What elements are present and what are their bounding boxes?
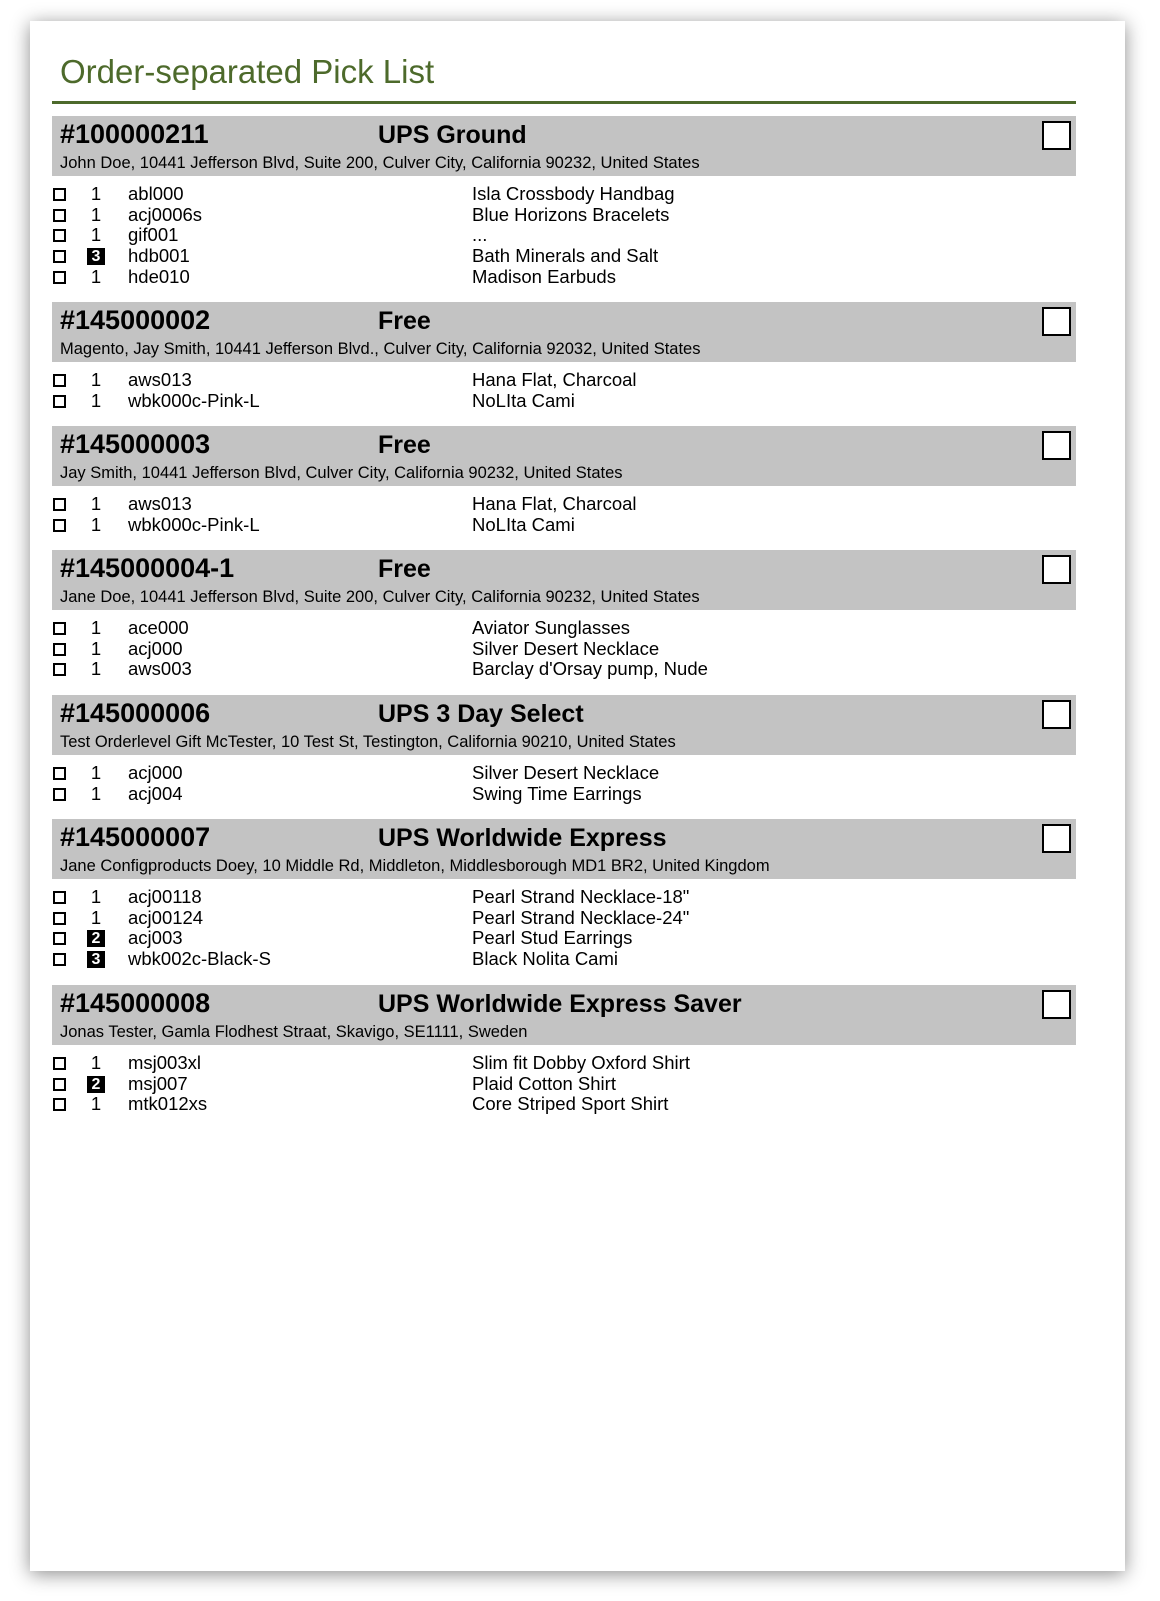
item-row (52, 659, 1076, 680)
item-checkbox[interactable] (53, 788, 66, 801)
order-block (52, 116, 1076, 287)
shipping-method: UPS Worldwide Express Saver (378, 990, 742, 1018)
order-checkbox[interactable] (1042, 121, 1071, 150)
item-row (52, 494, 1076, 515)
item-checkbox[interactable] (53, 643, 66, 656)
item-sku: gif001 (128, 224, 179, 246)
shipping-address: John Doe, 10441 Jefferson Blvd, Suite 200, Culver City, California 90232, United States (60, 154, 700, 172)
item-row (52, 1094, 1076, 1115)
item-sku: aws003 (128, 658, 192, 680)
item-quantity: 1 (90, 183, 102, 204)
item-row (52, 246, 1076, 267)
item-list (52, 184, 1076, 287)
item-row (52, 267, 1076, 288)
shipping-method: Free (378, 431, 431, 459)
item-sku: mtk012xs (128, 1093, 208, 1115)
shipping-address: Jay Smith, 10441 Jefferson Blvd, Culver City, California 90232, United States (60, 464, 623, 482)
item-quantity: 1 (90, 782, 102, 804)
item-row (52, 784, 1076, 805)
item-row (52, 184, 1076, 205)
item-row (52, 1074, 1076, 1095)
order-number: #145000007 (60, 822, 211, 852)
item-name: NoLIta Cami (472, 513, 575, 535)
item-row (52, 639, 1076, 660)
item-quantity-highlighted: 3 (87, 951, 105, 968)
item-row (52, 928, 1076, 949)
shipping-address: Magento, Jay Smith, 10441 Jefferson Blvd., Culver City, California 92032, United States (60, 340, 701, 358)
item-quantity: 1 (90, 617, 102, 638)
item-list (52, 370, 1076, 411)
item-row (52, 515, 1076, 536)
item-list (52, 763, 1076, 804)
item-checkbox[interactable] (53, 953, 66, 966)
item-sku: abl000 (128, 183, 184, 204)
item-sku: wbk002c-Black-S (128, 948, 271, 970)
item-row (52, 205, 1076, 226)
item-checkbox[interactable] (53, 891, 66, 904)
order-header (52, 302, 1076, 362)
order-header (52, 550, 1076, 610)
item-sku: wbk000c-Pink-L (128, 389, 260, 411)
item-quantity: 1 (90, 493, 102, 514)
item-name: Blue Horizons Bracelets (472, 203, 670, 225)
item-checkbox[interactable] (53, 250, 66, 263)
item-row (52, 1053, 1076, 1074)
order-block (52, 426, 1076, 535)
item-quantity: 1 (90, 203, 102, 225)
order-header (52, 426, 1076, 486)
item-name: Aviator Sunglasses (472, 617, 631, 638)
item-quantity: 1 (90, 906, 102, 928)
item-name: Silver Desert Necklace (472, 762, 660, 783)
order-checkbox[interactable] (1042, 431, 1071, 460)
order-header (52, 695, 1076, 755)
item-name: Slim fit Dobby Oxford Shirt (472, 1052, 690, 1073)
shipping-method: Free (378, 307, 431, 335)
item-sku: wbk000c-Pink-L (128, 513, 260, 535)
item-name: Black Nolita Cami (472, 948, 618, 970)
item-sku: acj004 (128, 782, 183, 804)
item-name: Barclay d'Orsay pump, Nude (472, 658, 708, 680)
shipping-method: UPS Ground (378, 121, 527, 149)
item-quantity: 1 (90, 637, 102, 659)
item-checkbox[interactable] (53, 1098, 66, 1111)
item-checkbox[interactable] (53, 932, 66, 945)
item-row (52, 370, 1076, 391)
item-row (52, 225, 1076, 246)
item-name: Pearl Strand Necklace-24" (472, 906, 690, 928)
item-checkbox[interactable] (53, 622, 66, 635)
item-name: Hana Flat, Charcoal (472, 493, 637, 514)
order-block (52, 985, 1076, 1115)
item-sku: ace000 (128, 617, 189, 638)
page-title: Order-separated Pick List (60, 53, 435, 90)
item-checkbox[interactable] (53, 519, 66, 532)
order-header (52, 985, 1076, 1045)
item-name: Swing Time Earrings (472, 782, 642, 804)
item-name: Plaid Cotton Shirt (472, 1072, 616, 1094)
order-checkbox[interactable] (1042, 555, 1071, 584)
order-header (52, 819, 1076, 879)
item-quantity: 1 (90, 886, 102, 907)
item-sku: aws013 (128, 369, 192, 390)
item-quantity: 1 (90, 224, 102, 246)
item-checkbox[interactable] (53, 374, 66, 387)
item-quantity-highlighted: 2 (87, 1076, 105, 1093)
order-block (52, 695, 1076, 804)
item-name: Madison Earbuds (472, 265, 616, 287)
order-number: #145000006 (60, 698, 211, 728)
item-checkbox[interactable] (53, 395, 66, 408)
shipping-address: Jane Doe, 10441 Jefferson Blvd, Suite 200, Culver City, California 90232, United States (60, 588, 700, 606)
order-header (52, 116, 1076, 176)
order-number: #145000008 (60, 988, 211, 1018)
item-quantity: 1 (90, 762, 102, 783)
item-list (52, 887, 1076, 970)
item-name: Bath Minerals and Salt (472, 245, 659, 267)
item-sku: acj00124 (128, 906, 204, 928)
item-sku: msj007 (128, 1072, 188, 1094)
item-checkbox[interactable] (53, 912, 66, 925)
item-sku: acj0006s (128, 203, 203, 225)
item-list (52, 494, 1076, 535)
title-divider (52, 101, 1076, 104)
item-name: Core Striped Sport Shirt (472, 1093, 669, 1115)
item-checkbox[interactable] (53, 1078, 66, 1091)
order-checkbox[interactable] (1042, 307, 1071, 336)
item-row (52, 887, 1076, 908)
item-quantity-highlighted: 3 (87, 248, 105, 265)
order-number: #145000002 (60, 305, 211, 335)
item-name: Pearl Stud Earrings (472, 927, 633, 949)
item-quantity: 1 (90, 369, 102, 390)
item-list (52, 1053, 1076, 1115)
item-name: Pearl Strand Necklace-18" (472, 886, 690, 907)
item-quantity: 1 (90, 389, 102, 411)
shipping-address: Jane Configproducts Doey, 10 Middle Rd, Middleton, Middlesborough MD1 BR2, United Kingdom (60, 857, 770, 875)
item-quantity: 1 (90, 265, 102, 287)
item-sku: acj000 (128, 762, 183, 783)
order-number: #145000004-1 (60, 553, 235, 583)
item-sku: msj003xl (128, 1052, 201, 1073)
order-block (52, 302, 1076, 411)
item-row (52, 908, 1076, 929)
item-checkbox[interactable] (53, 188, 66, 201)
item-name: Hana Flat, Charcoal (472, 369, 637, 390)
shipping-address: Test Orderlevel Gift McTester, 10 Test St, Testington, California 90210, United States (60, 733, 676, 751)
shipping-method: Free (378, 555, 431, 583)
order-block (52, 819, 1076, 970)
item-quantity: 1 (90, 513, 102, 535)
order-number: #145000003 (60, 429, 211, 459)
item-quantity: 1 (90, 658, 102, 680)
item-name: NoLIta Cami (472, 389, 575, 411)
item-row (52, 763, 1076, 784)
item-checkbox[interactable] (53, 209, 66, 222)
item-quantity: 1 (90, 1052, 102, 1073)
order-checkbox[interactable] (1042, 824, 1071, 853)
item-row (52, 618, 1076, 639)
order-checkbox[interactable] (1042, 990, 1071, 1019)
item-checkbox[interactable] (53, 271, 66, 284)
shipping-method: UPS 3 Day Select (378, 700, 584, 728)
item-row (52, 949, 1076, 970)
item-quantity: 1 (90, 1093, 102, 1115)
item-quantity-highlighted: 2 (87, 930, 105, 947)
order-checkbox[interactable] (1042, 700, 1071, 729)
item-name: ... (472, 224, 488, 246)
item-sku: acj00118 (128, 886, 202, 907)
shipping-address: Jonas Tester, Gamla Flodhest Straat, Skavigo, SE1111, Sweden (60, 1023, 528, 1041)
item-checkbox[interactable] (53, 1057, 66, 1070)
item-sku: acj000 (128, 637, 183, 659)
item-row (52, 391, 1076, 412)
item-sku: aws013 (128, 493, 192, 514)
item-name: Isla Crossbody Handbag (472, 183, 675, 204)
item-sku: acj003 (128, 927, 183, 949)
item-list (52, 618, 1076, 680)
item-checkbox[interactable] (53, 767, 66, 780)
item-sku: hde010 (128, 265, 190, 287)
item-checkbox[interactable] (53, 498, 66, 511)
order-number: #100000211 (60, 119, 209, 149)
item-checkbox[interactable] (53, 663, 66, 676)
shipping-method: UPS Worldwide Express (378, 824, 667, 852)
item-sku: hdb001 (128, 245, 190, 267)
item-name: Silver Desert Necklace (472, 637, 660, 659)
pick-list-page (30, 21, 1125, 1571)
item-checkbox[interactable] (53, 229, 66, 242)
order-block (52, 550, 1076, 680)
